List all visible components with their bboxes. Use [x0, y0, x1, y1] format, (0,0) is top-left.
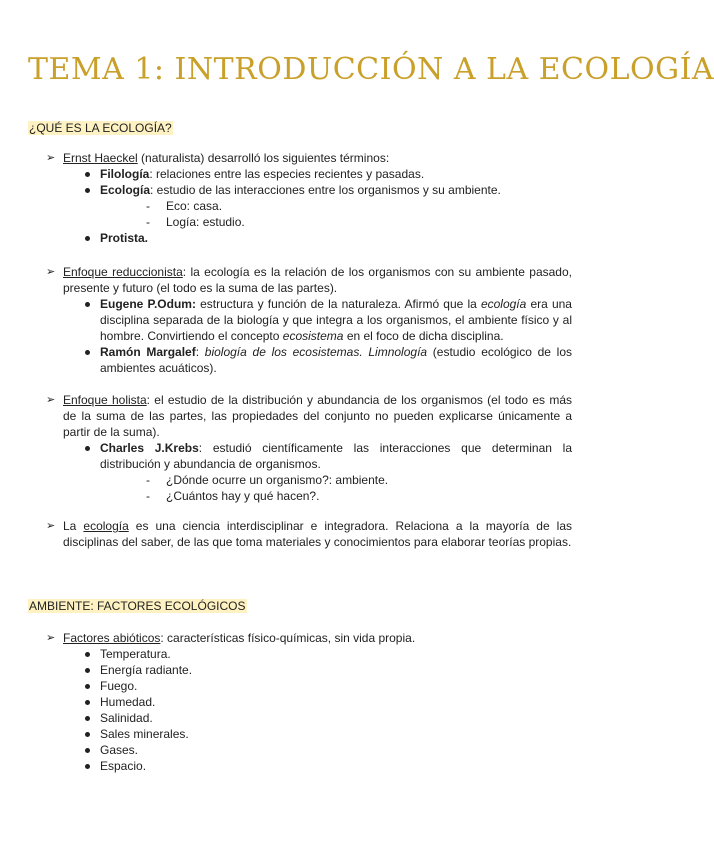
- item-text: :: [195, 345, 205, 359]
- list-item-holista: [28, 392, 572, 504]
- item-text: estructura y función de la naturaleza. Afirmó que la: [195, 297, 481, 311]
- dash-item: - Logía: estudio.: [166, 214, 572, 230]
- italic-term: biología de los ecosistemas. Limnología: [204, 345, 428, 359]
- item-text: : estudio de las interacciones entre los organismos y su ambiente.: [150, 183, 501, 197]
- dash-list: [28, 472, 572, 504]
- item-text: (naturalista) desarrolló los siguientes términos:: [137, 151, 390, 165]
- bullet-list: [28, 230, 572, 246]
- list-item-abioticos: [28, 630, 572, 774]
- dash-item: - ¿Dónde ocurre un organismo?: ambiente.: [166, 472, 572, 488]
- item-text: : relaciones entre las especies recientes y pasadas.: [149, 167, 425, 181]
- bullet-list: [28, 296, 572, 376]
- list-item-haeckel: [28, 150, 572, 246]
- term-reduccionista: Enfoque reduccionista: [63, 265, 183, 279]
- term-odum: Eugene P.Odum:: [100, 297, 196, 311]
- arrow-bullet-icon: ➢: [46, 520, 56, 532]
- list-item: [100, 440, 572, 472]
- item-text: (estudio ecológico de los ambientes acuáticos).: [100, 345, 572, 375]
- item-text: : el estudio de la distribución y abundancia de los organismos (el todo es más de la suma de las partes, las propiedades del conjunto no pueden explicarse únicamente a partir de la suma).: [63, 393, 572, 439]
- term-ecologia-link: ecología: [83, 519, 129, 533]
- list-item: [100, 296, 572, 344]
- term-ecologia: Ecología: [100, 183, 151, 197]
- list-item: [100, 182, 572, 198]
- item-text: es una ciencia interdisciplinar e integradora. Relaciona a la mayoría de las disciplinas del saber, de las que toma materiales y conocimientos para elaborar teorías propias.: [63, 519, 573, 549]
- item-text: : la ecología es la relación de los organismos con su ambiente pasado, presente y futuro (el todo es la suma de las partes).: [63, 265, 572, 295]
- item-text: : estudió científicamente las interacciones que determinan la distribución y abundancia de organismos.: [100, 441, 572, 471]
- list-item: Humedad.: [100, 694, 572, 710]
- dash-item: - Eco: casa.: [166, 198, 572, 214]
- list-item: Fuego.: [100, 678, 572, 694]
- bullet-list-factors: [28, 646, 572, 774]
- arrow-bullet-icon: ➢: [46, 394, 56, 406]
- item-text: : características físico-químicas, sin vida propia.: [160, 631, 416, 645]
- item-text: en el foco de dicha disciplina.: [343, 329, 504, 343]
- list-item: [100, 230, 572, 246]
- bullet-list: [28, 440, 572, 472]
- item-text: La: [63, 519, 84, 533]
- section-heading-que-es: [28, 121, 173, 135]
- list-item: [100, 166, 572, 182]
- arrow-bullet-icon: ➢: [46, 632, 56, 644]
- term-filologia: Filología: [100, 167, 150, 181]
- term-protista: Protista.: [100, 231, 149, 245]
- arrow-bullet-icon: ➢: [46, 152, 56, 164]
- list-item: Energía radiante.: [100, 662, 572, 678]
- page-title: TEMA 1: INTRODUCCIÓN A LA ECOLOGÍA: [28, 52, 714, 87]
- list-item: Gases.: [100, 742, 572, 758]
- list-item: [100, 344, 572, 376]
- term-abioticos: Factores abióticos: [63, 631, 161, 645]
- item-text: era una disciplina separada de la biología y que integra a los organismos, el ambiente físico y al hombre. Convirtiendo el concepto: [100, 297, 572, 343]
- list-item-reduccionista: [28, 264, 572, 376]
- list-item: Sales minerales.: [100, 726, 572, 742]
- italic-term: ecosistema: [282, 329, 344, 343]
- term-krebs: Charles J.Krebs: [100, 441, 199, 455]
- list-item-ecologia: [28, 518, 572, 550]
- term-margalef: Ramón Margalef: [100, 345, 196, 359]
- term-haeckel: Ernst Haeckel: [63, 151, 138, 165]
- section-heading-ambiente: [28, 599, 247, 613]
- dash-item: - ¿Cuántos hay y qué hacen?.: [166, 488, 572, 504]
- bullet-list: [28, 166, 572, 198]
- list-item: Espacio.: [100, 758, 572, 774]
- list-item: Salinidad.: [100, 710, 572, 726]
- section-heading-text: ¿QUÉ ES LA ECOLOGÍA?: [29, 121, 172, 135]
- arrow-bullet-icon: ➢: [46, 266, 56, 278]
- italic-term: ecología: [480, 297, 527, 311]
- list-item: Temperatura.: [100, 646, 572, 662]
- dash-list: [28, 198, 572, 230]
- section-heading-text: AMBIENTE: FACTORES ECOLÓGICOS: [29, 599, 246, 613]
- term-holista: Enfoque holista: [63, 393, 147, 407]
